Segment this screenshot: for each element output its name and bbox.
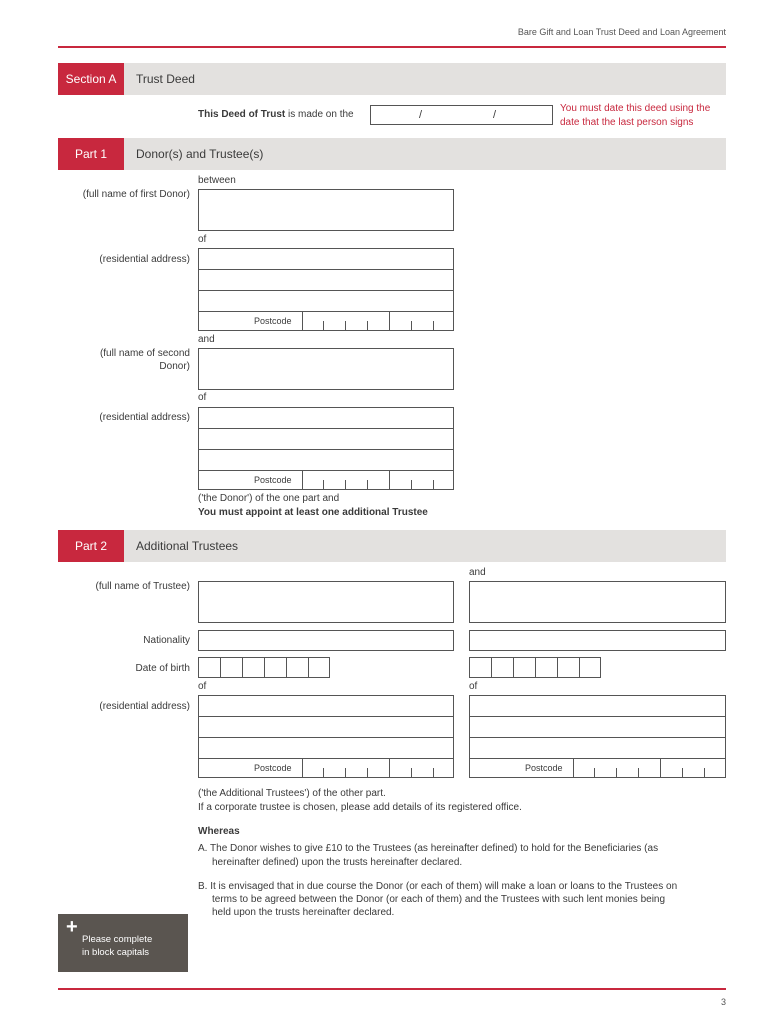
trustee-1-nationality-input[interactable] xyxy=(198,630,454,651)
whereas-b-line-1: B. It is envisaged that in due course the Donor (or each of them) will make a loan or loans to the Trustees on xyxy=(198,881,678,892)
postcode-label-1: Postcode xyxy=(254,316,292,326)
trustee-1-dob-input[interactable] xyxy=(198,657,330,678)
trustee-2-address-input[interactable] xyxy=(469,695,726,778)
header-divider xyxy=(58,46,726,48)
postcode-tick xyxy=(704,768,705,778)
second-donor-address-input[interactable] xyxy=(198,407,454,490)
donor-part-text: ('the Donor') of the one part and xyxy=(198,493,340,504)
postcode-tick xyxy=(323,480,324,490)
deed-date-sep-2: / xyxy=(493,109,497,121)
part-1-band xyxy=(58,138,726,170)
postcode-tick xyxy=(682,768,683,778)
postcode-tick xyxy=(433,768,434,778)
postcode-label-right: Postcode xyxy=(525,763,563,773)
address-row-divider xyxy=(199,758,453,759)
second-donor-label-line-2: Donor) xyxy=(159,361,190,372)
postcode-separator xyxy=(660,758,661,778)
postcode-separator xyxy=(389,311,390,331)
block-capitals-note-line-2: in block capitals xyxy=(82,947,150,958)
postcode-label-left: Postcode xyxy=(254,763,292,773)
section-a-band xyxy=(58,63,726,95)
corporate-trustee-note: If a corporate trustee is chosen, please add details of its registered office. xyxy=(198,802,522,813)
part-2-tag: Part 2 xyxy=(58,530,124,562)
section-a-title: Trust Deed xyxy=(136,72,195,86)
address-row-divider xyxy=(199,428,453,429)
address-label-2: (residential address) xyxy=(99,412,190,423)
deed-date-label xyxy=(198,109,354,120)
trustee-2-name-input[interactable] xyxy=(469,581,726,623)
of-text-left: of xyxy=(198,681,207,692)
second-donor-label-line-1: (full name of second xyxy=(99,348,190,359)
deed-date-input[interactable] xyxy=(370,105,553,125)
part-1-title: Donor(s) and Trustee(s) xyxy=(136,147,264,161)
second-donor-name-input[interactable] xyxy=(198,348,454,390)
of-text-right: of xyxy=(469,681,478,692)
dob-cell-divider xyxy=(264,658,265,677)
address-row-divider xyxy=(199,311,453,312)
between-text: between xyxy=(198,175,236,186)
address-row-divider xyxy=(470,716,725,717)
dob-cell-divider xyxy=(513,658,514,677)
postcode-separator xyxy=(302,311,303,331)
address-label-1: (residential address) xyxy=(99,254,190,265)
deed-date-note-line-2: date that the last person signs xyxy=(560,117,694,128)
trustee-1-name-input[interactable] xyxy=(198,581,454,623)
address-row-divider xyxy=(199,449,453,450)
page-number: 3 xyxy=(720,997,726,1007)
block-capitals-note xyxy=(58,914,188,972)
postcode-separator xyxy=(389,758,390,778)
postcode-tick xyxy=(638,768,639,778)
postcode-tick xyxy=(367,321,368,331)
address-row-divider xyxy=(199,716,453,717)
dob-cell-divider xyxy=(286,658,287,677)
second-donor-label xyxy=(0,347,190,373)
deed-date-label-rest: is made on the xyxy=(288,109,354,120)
postcode-separator xyxy=(302,470,303,490)
deed-date-note xyxy=(560,102,710,130)
of-text-1: of xyxy=(198,234,207,245)
nationality-label: Nationality xyxy=(143,635,190,646)
plus-icon: + xyxy=(66,916,78,938)
whereas-b-line-2: terms to be agreed between the Donor (or each of them) and the Trustees with such lent monies being xyxy=(212,894,666,905)
postcode-tick xyxy=(411,768,412,778)
postcode-separator xyxy=(573,758,574,778)
whereas-heading: Whereas xyxy=(198,826,240,837)
whereas-clause-b xyxy=(198,880,677,919)
trustee-1-address-input[interactable] xyxy=(198,695,454,778)
postcode-tick xyxy=(433,480,434,490)
postcode-label-2: Postcode xyxy=(254,475,292,485)
deed-date-note-line-1: You must date this deed using the xyxy=(560,103,711,114)
trustee-name-label: (full name of Trustee) xyxy=(95,581,190,592)
postcode-tick xyxy=(345,321,346,331)
postcode-tick xyxy=(616,768,617,778)
postcode-separator xyxy=(302,758,303,778)
part-1-tag: Part 1 xyxy=(58,138,124,170)
postcode-tick xyxy=(323,768,324,778)
and-text: and xyxy=(198,334,215,345)
address-row-divider xyxy=(199,470,453,471)
whereas-clause-a xyxy=(198,842,658,870)
postcode-separator xyxy=(389,470,390,490)
postcode-tick xyxy=(323,321,324,331)
part-2-title: Additional Trustees xyxy=(136,539,239,553)
postcode-tick xyxy=(367,480,368,490)
postcode-tick xyxy=(433,321,434,331)
dob-label: Date of birth xyxy=(135,663,190,674)
first-donor-address-input[interactable] xyxy=(198,248,454,331)
of-text-2: of xyxy=(198,392,207,403)
dob-cell-divider xyxy=(242,658,243,677)
address-row-divider xyxy=(199,290,453,291)
address-row-divider xyxy=(199,737,453,738)
trustee-address-label: (residential address) xyxy=(99,701,190,712)
address-row-divider xyxy=(470,758,725,759)
whereas-b-line-3: held upon the trusts hereinafter declared. xyxy=(212,907,395,918)
dob-cell-divider xyxy=(579,658,580,677)
dob-cell-divider xyxy=(220,658,221,677)
first-donor-name-input[interactable] xyxy=(198,189,454,231)
whereas-a-line-1: A. The Donor wishes to give £10 to the Trustees (as hereinafter defined) to hold for the Beneficiaries (as xyxy=(198,843,659,854)
postcode-tick xyxy=(367,768,368,778)
dob-cell-divider xyxy=(308,658,309,677)
trustee-2-nationality-input[interactable] xyxy=(469,630,726,651)
must-appoint-text: You must appoint at least one additional Trustee xyxy=(198,507,428,518)
document-header-title: Bare Gift and Loan Trust Deed and Loan Agreement xyxy=(517,27,726,37)
footer-divider xyxy=(58,988,726,990)
dob-cell-divider xyxy=(491,658,492,677)
postcode-tick xyxy=(345,480,346,490)
section-a-tag: Section A xyxy=(58,63,124,95)
block-capitals-note-line-1: Please complete xyxy=(82,934,153,945)
part-2-band xyxy=(58,530,726,562)
deed-date-sep-1: / xyxy=(419,109,423,121)
first-donor-label: (full name of first Donor) xyxy=(82,189,190,200)
whereas-a-line-2: hereinafter defined) upon the trusts hereinafter declared. xyxy=(212,857,463,868)
address-row-divider xyxy=(470,737,725,738)
dob-cell-divider xyxy=(535,658,536,677)
address-row-divider xyxy=(199,269,453,270)
postcode-tick xyxy=(345,768,346,778)
dob-cell-divider xyxy=(557,658,558,677)
deed-date-label-bold: This Deed of Trust xyxy=(198,109,286,120)
and-text-2: and xyxy=(469,567,486,578)
additional-trustees-text: ('the Additional Trustees') of the other part. xyxy=(198,788,386,799)
trustee-2-dob-input[interactable] xyxy=(469,657,601,678)
postcode-tick xyxy=(411,321,412,331)
postcode-tick xyxy=(411,480,412,490)
postcode-tick xyxy=(594,768,595,778)
